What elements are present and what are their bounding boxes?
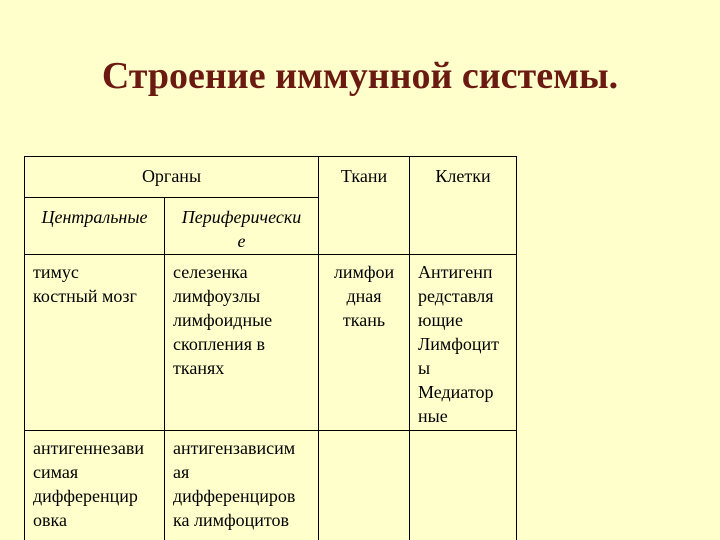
row1-cells-line: Медиатор	[418, 382, 494, 402]
row2-central-line: овка	[33, 510, 67, 530]
row1-tissues-line: лимфои	[333, 262, 395, 282]
subheader-peripheral	[165, 205, 318, 253]
row1-central	[33, 260, 164, 308]
header-organs: Органы	[141, 166, 202, 186]
table-row-divider	[24, 430, 517, 431]
row1-peripheral-line: лимфоидные	[173, 310, 273, 330]
table-subheader-divider	[24, 254, 517, 255]
row1-cells-line: редставля	[418, 286, 494, 306]
row2-peripheral	[173, 436, 318, 532]
table-right-border	[516, 156, 517, 540]
header-tissues: Ткани	[340, 166, 388, 186]
row1-peripheral-line: селезенка	[173, 262, 248, 282]
table-organs-tissues-divider	[318, 156, 319, 540]
row2-central-line: антигеннезави	[33, 438, 144, 458]
subheader-peripheral-line1: Периферически	[181, 207, 302, 227]
row1-peripheral	[173, 260, 318, 380]
row1-cells-line: Лимфоцит	[418, 334, 500, 354]
row1-cells-line: ющие	[418, 310, 463, 330]
header-cells: Клетки	[435, 166, 491, 186]
row1-peripheral-line: тканях	[173, 358, 225, 378]
row1-cells-line: ы	[418, 358, 431, 378]
row1-central-line: тимус	[33, 262, 79, 282]
row1-peripheral-line: лимфоузлы	[173, 286, 261, 306]
row1-cells-line: ные	[418, 406, 448, 426]
row1-cells	[418, 260, 516, 428]
row2-peripheral-line: ая	[173, 462, 190, 482]
slide-title: Строение иммунной системы.	[101, 55, 619, 97]
row1-central-line: костный мозг	[33, 286, 137, 306]
subheader-central: Центральные	[41, 207, 148, 227]
row2-central	[33, 436, 164, 532]
row2-central-line: симая	[33, 462, 79, 482]
row2-peripheral-line: антигензависим	[173, 438, 296, 458]
row1-cells-line: Антигенп	[418, 262, 493, 282]
row1-tissues	[319, 260, 409, 332]
row2-central-line: дифференцир	[33, 486, 138, 506]
table-organs-divider	[24, 197, 318, 198]
table-top-border	[24, 156, 517, 157]
row2-peripheral-line: дифференциров	[173, 486, 296, 506]
row1-tissues-line: дная	[346, 286, 382, 306]
row1-tissues-line: ткань	[342, 310, 386, 330]
row1-peripheral-line: скопления в	[173, 334, 265, 354]
subheader-peripheral-line2: е	[237, 231, 246, 251]
row2-peripheral-line: ка лимфоцитов	[173, 510, 290, 530]
table-tissues-cells-divider	[409, 156, 410, 540]
